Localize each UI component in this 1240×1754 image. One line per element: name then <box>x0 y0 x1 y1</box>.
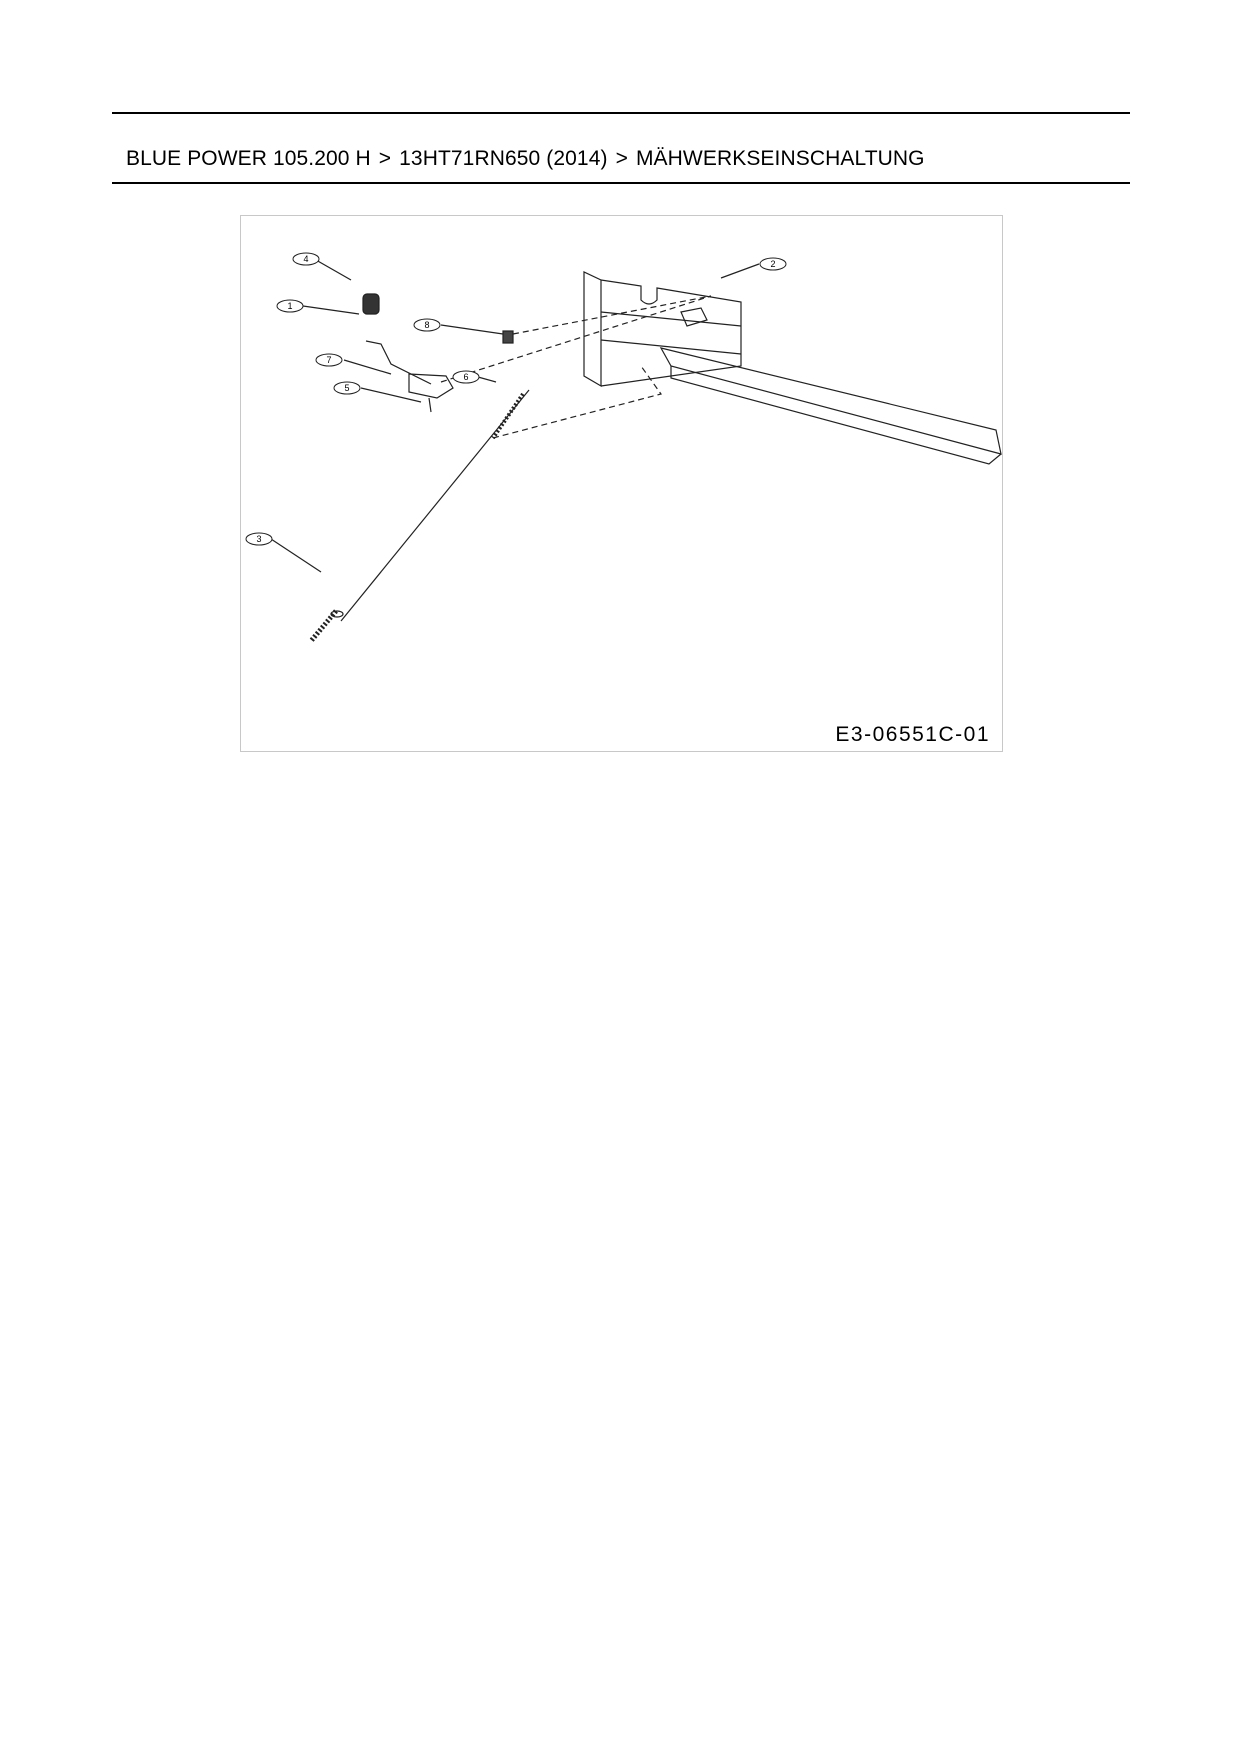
frame-rail-top <box>661 348 1001 454</box>
lever-bracket <box>409 374 453 398</box>
breadcrumb-section: MÄHWERKSEINSCHALTUNG <box>635 147 925 170</box>
breadcrumb-model[interactable]: BLUE POWER 105.200 H <box>126 147 371 170</box>
breadcrumb-separator: > <box>615 147 628 170</box>
callout-label: 1 <box>287 301 293 311</box>
switch <box>503 331 513 343</box>
frame-rail-side <box>671 366 1001 464</box>
breadcrumb-separator: > <box>378 147 392 170</box>
leader-3 <box>271 539 321 572</box>
leader-5 <box>361 388 421 402</box>
exploded-parts-diagram <box>240 215 1003 752</box>
callout-label: 5 <box>344 383 350 393</box>
header-top-rule <box>112 112 1130 114</box>
callout-label: 4 <box>303 254 309 264</box>
callout-label: 6 <box>463 372 469 382</box>
leader-4 <box>316 260 351 280</box>
frame-crossmembers <box>601 312 741 354</box>
leader-8 <box>441 325 503 334</box>
leader-1 <box>303 306 359 314</box>
leader-2 <box>721 264 759 278</box>
parts-drawing <box>241 216 1004 753</box>
figure-code: E3-06551C-01 <box>835 723 990 746</box>
ref-line-3 <box>513 296 711 334</box>
callout-label: 2 <box>770 259 776 269</box>
lever-spring <box>429 398 431 412</box>
knob <box>363 294 379 314</box>
leader-7 <box>344 360 391 374</box>
lever-rod <box>366 341 431 384</box>
header-bottom-rule <box>112 182 1130 184</box>
frame-plate-edge <box>584 272 601 386</box>
breadcrumb <box>126 146 925 172</box>
callout-label: 8 <box>424 320 430 330</box>
breadcrumb-article-number[interactable]: 13HT71RN650 (2014) <box>399 147 608 170</box>
callout-label: 3 <box>256 534 262 544</box>
leader-6 <box>478 377 496 382</box>
frame-bracket <box>681 308 707 326</box>
callout-label: 7 <box>326 355 332 365</box>
